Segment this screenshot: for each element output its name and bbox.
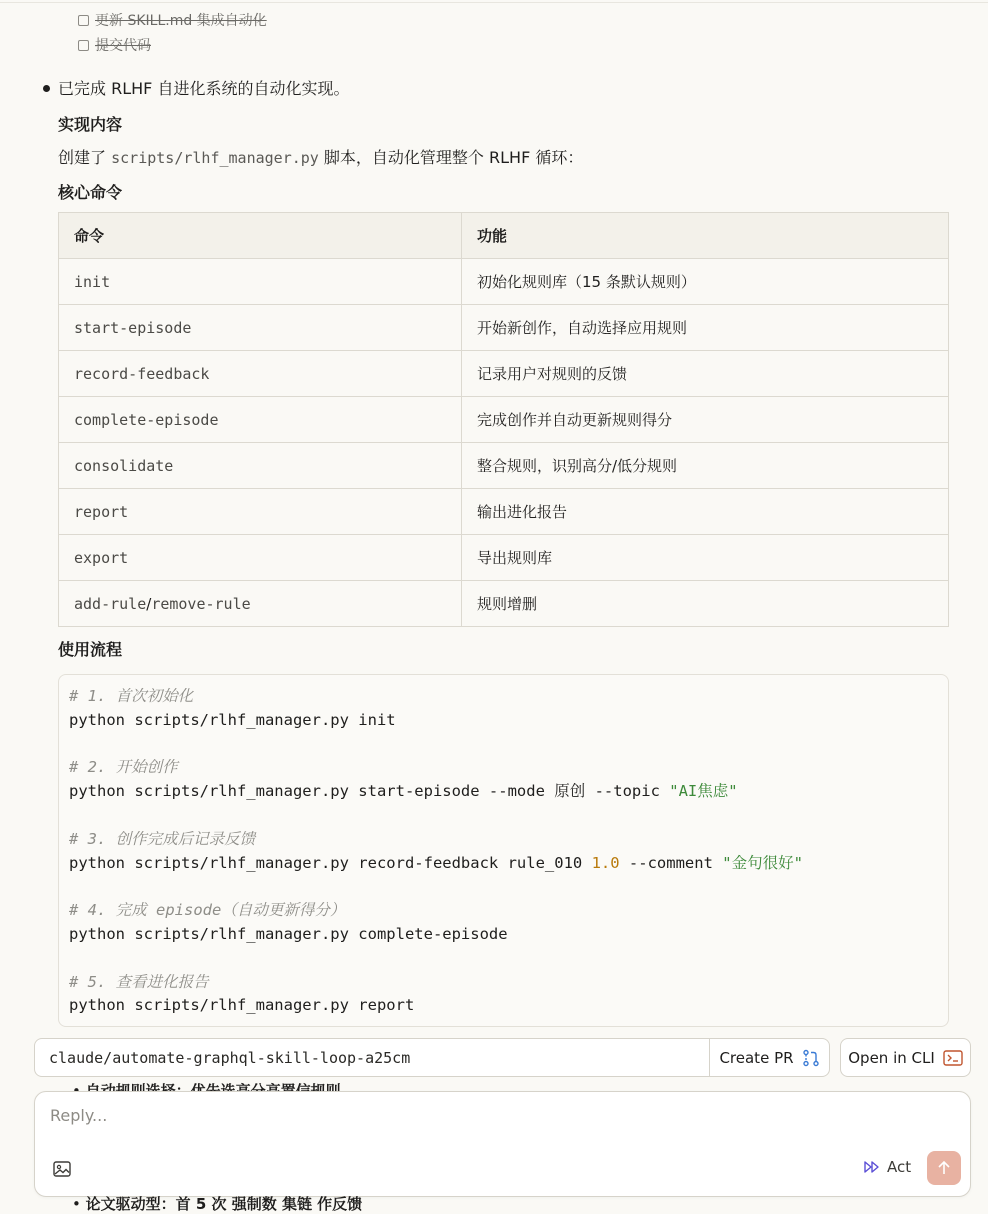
code-blank [69, 875, 938, 899]
section-heading-impl: 实现内容 [58, 115, 123, 134]
command-cell: start-episode [59, 305, 462, 351]
peek-bullet-bottom-text: 论文驱动型：首 5 次 强制数 集链 作反馈 [85, 1195, 363, 1213]
terminal-icon [943, 1050, 963, 1066]
code-comment: # 1. 首次初始化 [69, 687, 194, 705]
function-cell: 导出规则库 [462, 535, 949, 581]
command-cell: consolidate [59, 443, 462, 489]
table-row [59, 489, 949, 535]
todo-label: 提交代码 [95, 38, 151, 54]
fast-forward-icon [863, 1160, 881, 1174]
image-icon[interactable] [52, 1159, 72, 1179]
open-in-cli-button[interactable] [840, 1038, 971, 1077]
checkbox-icon [78, 40, 89, 51]
function-cell: 记录用户对规则的反馈 [462, 351, 949, 397]
separator: / [146, 594, 152, 613]
command-cell: report [59, 489, 462, 535]
table-header-cell: 功能 [462, 213, 949, 259]
code-text: --comment [619, 853, 723, 872]
command-add: add-rule [74, 594, 147, 613]
create-pr-button[interactable] [709, 1039, 829, 1076]
arrow-up-icon [937, 1160, 951, 1176]
top-divider [0, 0, 988, 3]
section-heading-commands: 核心命令 [58, 183, 123, 202]
table-row [59, 397, 949, 443]
table-row [59, 535, 949, 581]
para-suffix: 脚本，自动化管理整个 RLHF 循环： [323, 148, 584, 167]
code-line [69, 780, 938, 804]
table-row [59, 351, 949, 397]
code-comment: # 3. 创作完成后记录反馈 [69, 829, 256, 848]
para-prefix: 创建了 [58, 148, 107, 167]
send-button[interactable] [927, 1151, 961, 1185]
table-row [59, 581, 949, 627]
table-header-row [59, 213, 949, 259]
code-line: python scripts/rlhf_manager.py report [69, 996, 415, 1015]
summary-text: 已完成 RLHF 自进化系统的自动化实现。 [58, 79, 350, 98]
act-label: Act [887, 1158, 912, 1176]
command-cell [59, 581, 462, 627]
command-cell: record-feedback [59, 351, 462, 397]
peek-bullet-bottom: • 论文驱动型：首 5 次 强制数 集链 作反馈 [72, 1195, 363, 1213]
branch-bar [34, 1038, 830, 1077]
code-blank [69, 733, 938, 757]
create-pr-label: Create PR [719, 1048, 794, 1067]
bullet-dot [43, 85, 50, 92]
reply-composer [34, 1091, 971, 1197]
code-string: "金句很好" [722, 853, 803, 872]
function-cell: 整合规则，识别高分/低分规则 [462, 443, 949, 489]
open-cli-label: Open in CLI [848, 1048, 935, 1067]
code-blank [69, 947, 938, 971]
function-cell: 完成创作并自动更新规则得分 [462, 397, 949, 443]
code-line: python scripts/rlhf_manager.py init [69, 710, 396, 729]
code-text: python scripts/rlhf_manager.py record-feedback rule_010 [69, 853, 592, 872]
code-comment: # 5. 查看进化报告 [69, 972, 209, 991]
command-cell: init [59, 259, 462, 305]
todo-item-done [78, 35, 151, 55]
todo-item-done [78, 10, 267, 30]
section-heading-usage: 使用流程 [58, 640, 123, 659]
branch-name[interactable]: claude/automate-graphql-skill-loop-a25cm [49, 1048, 411, 1067]
code-comment: # 2. 开始创作 [69, 758, 178, 777]
code-block [58, 674, 949, 1027]
code-string: "AI焦虑" [669, 782, 738, 801]
git-pull-request-icon [802, 1049, 820, 1067]
table-row [59, 305, 949, 351]
table-row [59, 443, 949, 489]
reply-input[interactable] [50, 1106, 930, 1125]
checkbox-icon [78, 15, 89, 26]
code-text: python scripts/rlhf_manager.py start-episode --mode 原创 --topic [69, 782, 670, 801]
code-line: python scripts/rlhf_manager.py complete-episode [69, 924, 508, 943]
impl-paragraph [58, 145, 583, 168]
act-mode-button[interactable] [863, 1158, 911, 1176]
inline-code: scripts/rlhf_manager.py [111, 149, 319, 167]
code-line [69, 852, 938, 876]
code-number: 1.0 [591, 853, 620, 872]
command-cell: export [59, 535, 462, 581]
code-comment: # 4. 完成 episode（自动更新得分） [69, 901, 346, 920]
function-cell: 输出进化报告 [462, 489, 949, 535]
table-header-cell: 命令 [59, 213, 462, 259]
command-cell: complete-episode [59, 397, 462, 443]
todo-label: 更新 SKILL.md 集成自动化 [95, 13, 267, 29]
code-blank [69, 804, 938, 828]
command-remove: remove-rule [151, 594, 251, 613]
function-cell: 规则增删 [462, 581, 949, 627]
table-row [59, 259, 949, 305]
function-cell: 初始化规则库（15 条默认规则） [462, 259, 949, 305]
function-cell: 开始新创作，自动选择应用规则 [462, 305, 949, 351]
commands-table [58, 212, 949, 627]
